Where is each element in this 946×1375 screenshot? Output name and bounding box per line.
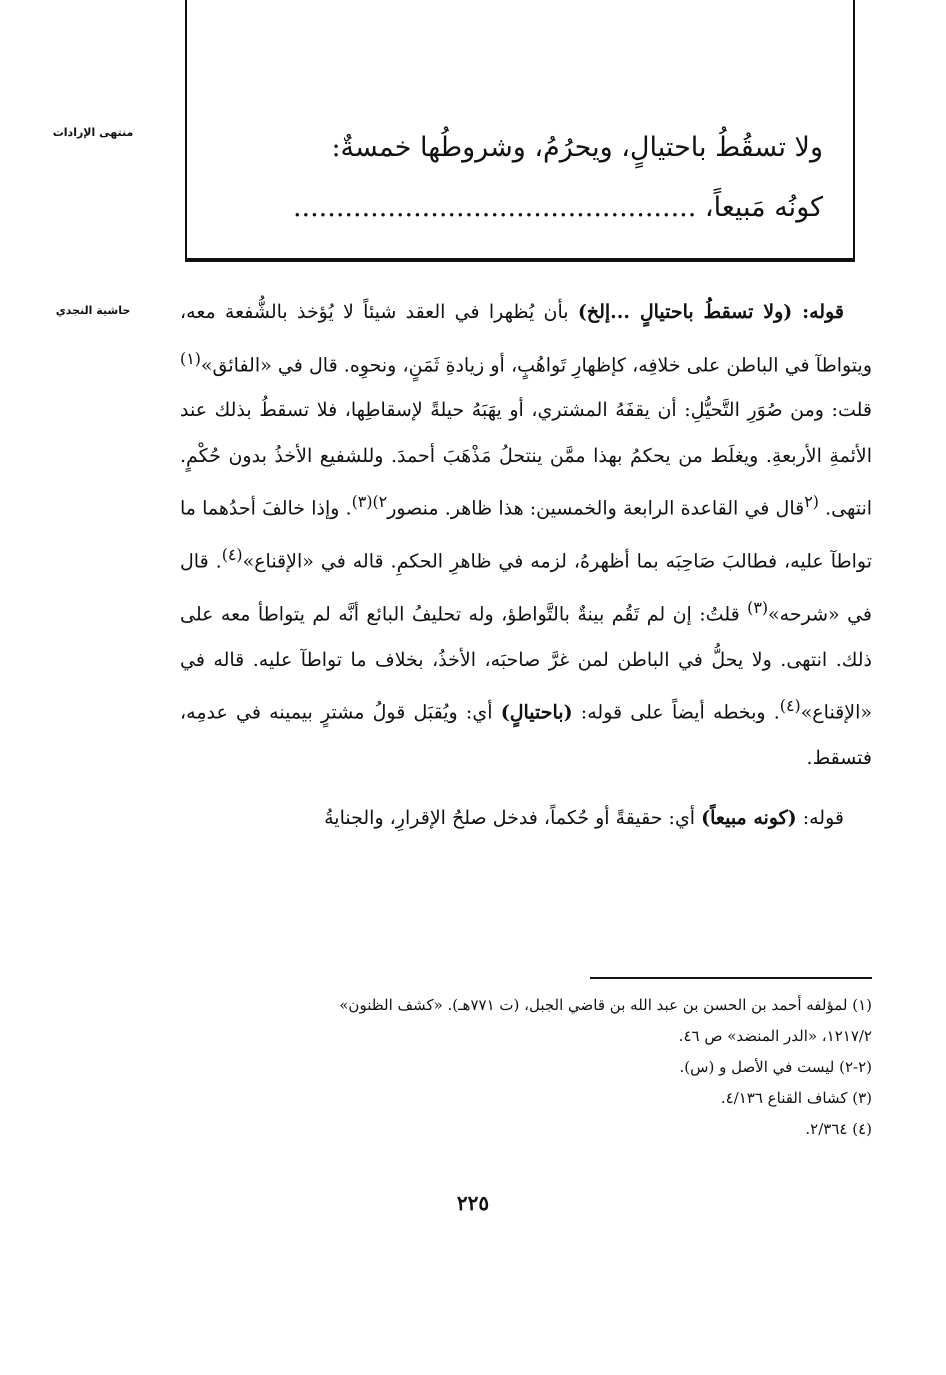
matn-box: [185, 0, 855, 262]
commentary-text: بأن يُظهرا في العقد شيئاً لا يُؤخذ بالشُّفعة معه، ويتواطآ في الباطن على خلافِه، كإظهارِ تَواهُبٍ، أو زيادةِ ثَمَنٍ، ونحوِه. قال في «الفائق»: [180, 301, 872, 376]
commentary-text: قلتُ: إن لم تَقُم بينةٌ بالتَّواطؤ، وله تحليفُ البائع أنَّه لم يتواطأ معه على ذلك. انتهى. ولا يحلُّ في الباطن لمن غرَّ صاحبَه، الأخذُ، بخلاف ما تواطآ عليه. قاله في «الإقناع»: [180, 603, 872, 724]
commentary-text: أي: ويُقبَل قولُ مشترٍ بيمينه في عدمِه، فتسقط.: [180, 701, 872, 770]
commentary-text: قال في القاعدة الرابعة والخمسين: هذا ظاهر. منصور: [387, 497, 805, 520]
footnote-marker: (٣): [747, 597, 769, 617]
footnote-line: (٣) كشاف القناع ٤/١٣٦.: [720, 1089, 872, 1107]
footnote-marker: (١): [180, 348, 201, 368]
commentary-text: . قال في «شرحه»: [180, 550, 872, 626]
commentary-text: . وإذا خالفَ أحدُهما ما تواطآ عليه، فطالبَ صَاحِبَه بما أظهرهُ، لزمه في ظاهرِ الحكمِ. قاله في «الإقناع»: [180, 497, 872, 573]
footnote-line: (١) لمؤلفه أحمد بن الحسن بن عبد الله بن قاضي الجبل، (ت ٧٧١هـ). «كشف الظنون»: [339, 996, 872, 1014]
bold-quote-text: (كونه مبيعاً): [701, 806, 797, 829]
matn-line-2: كونُه مَبيعاً، ...............................................: [292, 192, 823, 223]
commentary-paragraph-1: [180, 290, 872, 782]
commentary-text: . وبخطه أيضاً على قوله:: [572, 701, 780, 724]
commentary-paragraph-2: [180, 796, 872, 842]
matn-line-1: ولا تسقُطُ باحتيالٍ، ويحرُمُ، وشروطُها خمسةٌ:: [331, 132, 823, 163]
side-label-hashiya: حاشية النجدي: [55, 304, 131, 317]
footnote-marker: (٤): [221, 545, 243, 565]
bold-quote-text: (ولا تسقطُ باحتيالٍ ...إلخ): [577, 301, 793, 323]
commentary-text: قوله:: [796, 806, 844, 829]
footnote-line: (٢-٢) ليست في الأصل و (س).: [679, 1058, 872, 1076]
footnote-divider: [590, 977, 872, 979]
commentary-body: [180, 290, 872, 841]
footnote-line: (٤) ٢/٣٦٤.: [805, 1120, 872, 1138]
bold-quote-text: (باحتيالٍ): [500, 701, 573, 724]
footnote-marker: ٢)(٣): [351, 492, 388, 512]
commentary-text: قلت: ومن صُوَرِ التَّحيُّلِ: أن يقفَهُ المشتري، أو يهَبَهُ حيلةً لإسقاطِها، فلا تسقطُ بذلك عند الأئمةِ الأربعةِ. ويغلَط من يحكمُ بهذا ممَّن ينتحلُ مَذْهَبَ أحمدَ. وللشفيع الأخذُ بدون حُكْمٍ. انتهى.: [180, 399, 873, 520]
page-number: ٢٢٥: [456, 1191, 490, 1215]
side-label-matn: منتهى الإرادات: [52, 126, 134, 139]
footnote-marker: (٤): [779, 696, 801, 716]
footnotes: [180, 990, 872, 1145]
footnote-line: ١٢١٧/٢، «الدر المنضد» ص ٤٦.: [678, 1027, 872, 1045]
footnote-marker: (٢: [804, 492, 819, 512]
bold-quote-text: قوله:: [792, 301, 844, 323]
commentary-text: أي: حقيقةً أو حُكماً، فدخل صلحُ الإقرارِ، والجنايةُ: [324, 806, 702, 829]
